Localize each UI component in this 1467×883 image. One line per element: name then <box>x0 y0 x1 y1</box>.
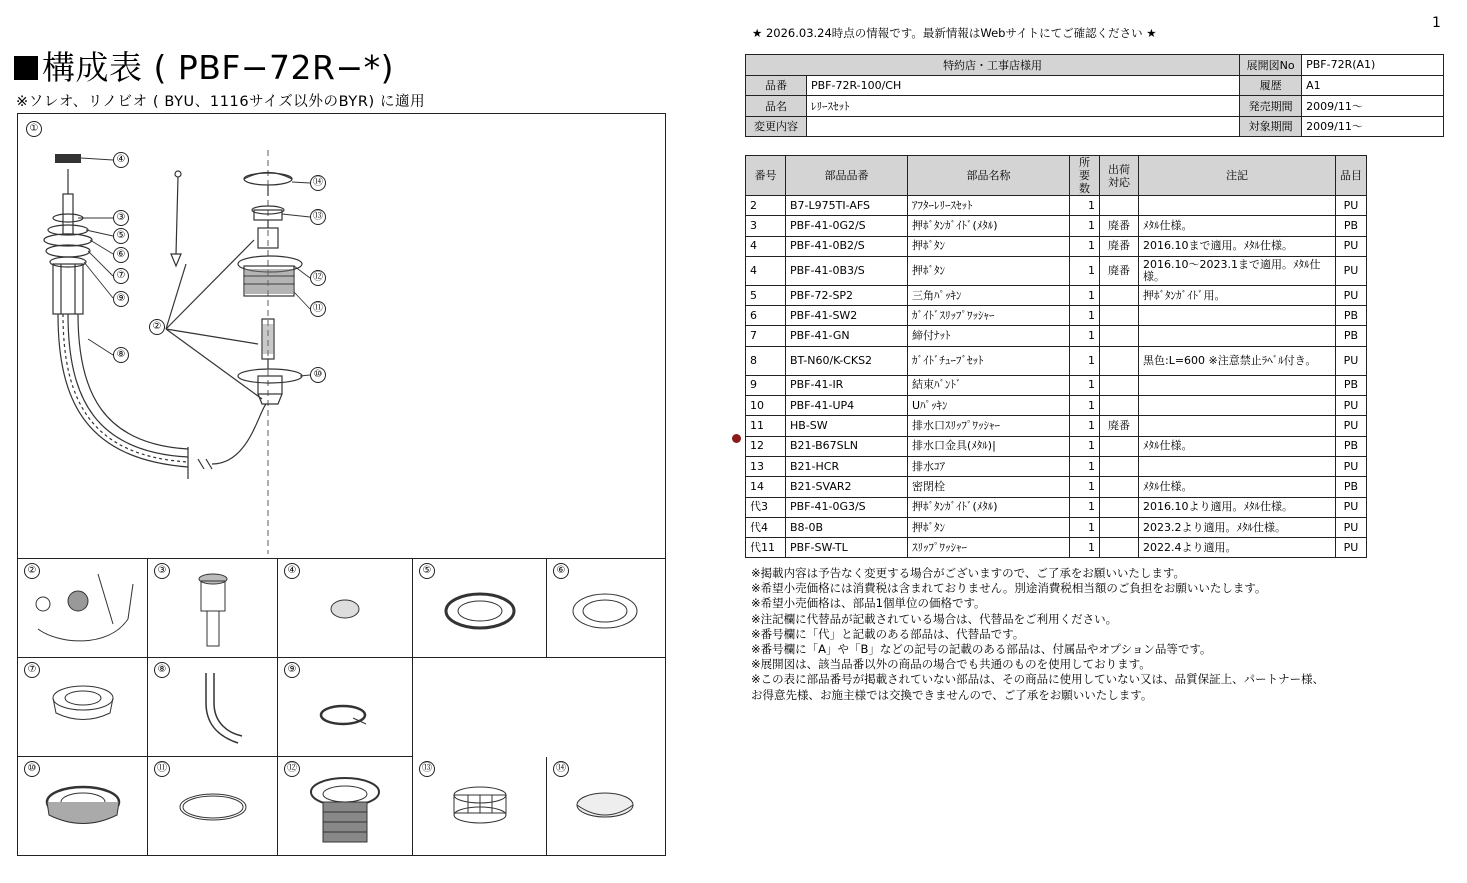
cell-category: PU <box>1336 346 1367 375</box>
cell-shipping <box>1100 436 1139 456</box>
exploded-drawing <box>17 113 666 559</box>
note-line: ※掲載内容は予告なく変更する場合がございますので、ご了承をお願いいたします。 <box>751 566 1185 580</box>
cell-qty: 1 <box>1070 416 1100 436</box>
cell-part-no: PBF-41-GN <box>786 326 908 346</box>
table-row <box>746 517 1367 537</box>
callout-9: ⑨ <box>113 291 129 307</box>
cell-shipping <box>1100 196 1139 216</box>
cell-qty: 1 <box>1070 236 1100 256</box>
parts-table-header <box>746 156 1367 196</box>
callout-14: ⑭ <box>310 175 326 191</box>
thumb-part-12: ⑫ <box>278 757 413 856</box>
cell-qty: 1 <box>1070 306 1100 326</box>
table-row <box>746 416 1367 436</box>
cell-note: ﾒﾀﾙ仕様。 <box>1139 436 1336 456</box>
col-shipping: 出荷対応 <box>1100 156 1139 196</box>
cell-category: PB <box>1336 326 1367 346</box>
page-number: 1 <box>1432 15 1441 31</box>
cell-part-name: 三角ﾊﾟｯｷﾝ <box>908 285 1070 305</box>
callout-2: ② <box>149 319 165 335</box>
cell-note <box>1139 326 1336 346</box>
cell-part-name: 締付ﾅｯﾄ <box>908 326 1070 346</box>
cell-number: 14 <box>746 477 786 497</box>
callout-3: ③ <box>113 210 129 226</box>
cell-part-no: HB-SW <box>786 416 908 436</box>
cell-number: 13 <box>746 456 786 476</box>
cell-shipping <box>1100 396 1139 416</box>
target-label: 対象期間 <box>1240 116 1302 137</box>
cell-number: 4 <box>746 256 786 285</box>
cell-qty: 1 <box>1070 517 1100 537</box>
cell-note <box>1139 456 1336 476</box>
note-line: お得意先様、お施主様では交換できませんので、ご了承をお願いいたします。 <box>751 687 1153 702</box>
callout-13: ⑬ <box>310 209 326 225</box>
cell-number: 7 <box>746 326 786 346</box>
thumb-part-3: ③ <box>148 559 278 658</box>
col-note: 注記 <box>1139 156 1336 196</box>
cell-number: 10 <box>746 396 786 416</box>
dealer-label: 特約店・工事店様用 <box>746 55 1240 76</box>
table-row <box>746 396 1367 416</box>
cell-category: PU <box>1336 497 1367 517</box>
cell-category: PU <box>1336 538 1367 558</box>
cell-note <box>1139 375 1336 395</box>
cell-qty: 1 <box>1070 326 1100 346</box>
thumb-part-6: ⑥ <box>547 559 666 658</box>
cell-qty: 1 <box>1070 216 1100 236</box>
cell-note: 2016.10〜2023.1まで適用。ﾒﾀﾙ仕様。 <box>1139 256 1336 285</box>
cell-part-name: Uﾊﾟｯｷﾝ <box>908 396 1070 416</box>
thumb-part-2: ② <box>18 559 148 658</box>
cell-note: 黒色:L=600 ※注意禁止ﾗﾍﾞﾙ付き。 <box>1139 346 1336 375</box>
cell-shipping: 廃番 <box>1100 236 1139 256</box>
cell-category: PU <box>1336 416 1367 436</box>
cell-number: 6 <box>746 306 786 326</box>
cell-number: 代3 <box>746 497 786 517</box>
cell-number: 11 <box>746 416 786 436</box>
cell-shipping <box>1100 375 1139 395</box>
cell-qty: 1 <box>1070 456 1100 476</box>
cell-qty: 1 <box>1070 196 1100 216</box>
cell-part-name: 押ﾎﾞﾀﾝ <box>908 256 1070 285</box>
cell-qty: 1 <box>1070 285 1100 305</box>
target-value: 2009/11〜 <box>1302 116 1444 137</box>
cell-note: 押ﾎﾞﾀﾝｶﾞｲﾄﾞ用。 <box>1139 285 1336 305</box>
name-value: ﾚﾘｰｽｾｯﾄ <box>806 96 1239 117</box>
table-row <box>746 256 1367 285</box>
callout-11: ⑪ <box>310 301 326 317</box>
cell-note: 2016.10まで適用。ﾒﾀﾙ仕様。 <box>1139 236 1336 256</box>
table-row <box>746 285 1367 305</box>
cell-shipping: 廃番 <box>1100 216 1139 236</box>
cell-part-no: PBF-SW-TL <box>786 538 908 558</box>
table-row <box>746 346 1367 375</box>
cell-note <box>1139 196 1336 216</box>
cell-part-name: 排水口ｽﾘｯﾌﾟﾜｯｼｬｰ <box>908 416 1070 436</box>
cell-part-no: PBF-41-0B3/S <box>786 256 908 285</box>
cell-part-no: BT-N60/K-CKS2 <box>786 346 908 375</box>
thumb-part-8: ⑧ <box>148 658 278 757</box>
cell-number: 8 <box>746 346 786 375</box>
info-notice: ★ 2026.03.24時点の情報です。最新情報はWebサイトにてご確認ください ★ <box>752 26 1157 40</box>
cell-shipping: 廃番 <box>1100 256 1139 285</box>
cell-part-name: ｱﾌﾀｰﾚﾘｰｽｾｯﾄ <box>908 196 1070 216</box>
cell-part-name: 押ﾎﾞﾀﾝｶﾞｲﾄﾞ(ﾒﾀﾙ) <box>908 497 1070 517</box>
cell-category: PU <box>1336 517 1367 537</box>
cell-number: 代11 <box>746 538 786 558</box>
table-row <box>746 456 1367 476</box>
cell-part-name: 結束ﾊﾞﾝﾄﾞ <box>908 375 1070 395</box>
button-part <box>55 154 81 163</box>
note-line: ※希望小売価格には消費税は含まれておりません。別途消費税相当額のご負担をお願いいたします。 <box>751 581 1267 596</box>
note-line: ※番号欄に「代」と記載のある部品は、代替品です。 <box>751 626 1025 641</box>
cell-category: PU <box>1336 396 1367 416</box>
change-label: 変更内容 <box>746 116 807 137</box>
cell-qty: 1 <box>1070 436 1100 456</box>
cell-category: PU <box>1336 285 1367 305</box>
history-value: A1 <box>1302 75 1444 96</box>
table-row <box>746 236 1367 256</box>
cell-category: PB <box>1336 375 1367 395</box>
cell-part-name: 押ﾎﾞﾀﾝ <box>908 517 1070 537</box>
release-label: 発売期間 <box>1240 96 1302 117</box>
col-part-no: 部品品番 <box>786 156 908 196</box>
note-line: ※この表に部品番号が掲載されていない部品は、その商品に使用していない又は、品質保証上、パートナー様、 <box>751 672 1325 687</box>
thumb-part-7: ⑦ <box>18 658 148 757</box>
history-label: 履歴 <box>1240 75 1302 96</box>
cell-note: 2022.4より適用。 <box>1139 538 1336 558</box>
cell-shipping <box>1100 477 1139 497</box>
product-header-table <box>745 54 1444 137</box>
thumb-part-5: ⑤ <box>413 559 547 658</box>
cell-number: 5 <box>746 285 786 305</box>
table-row <box>746 306 1367 326</box>
cell-number: 3 <box>746 216 786 236</box>
note-line: ※展開図は、該当品番以外の商品の場合でも共通のものを使用しております。 <box>751 657 1151 672</box>
callout-10: ⑩ <box>310 367 326 383</box>
page-subtitle: ※ソレオ、リノビオ ( BYU、1116サイズ以外のBYR) に適用 <box>16 94 426 110</box>
cell-part-no: PBF-41-0G2/S <box>786 216 908 236</box>
cell-part-name: 密閉栓 <box>908 477 1070 497</box>
cell-qty: 1 <box>1070 256 1100 285</box>
callout-5: ⑤ <box>113 228 129 244</box>
table-row <box>746 375 1367 395</box>
cell-number: 4 <box>746 236 786 256</box>
cell-shipping <box>1100 517 1139 537</box>
callout-12: ⑫ <box>310 270 326 286</box>
cell-category: PB <box>1336 216 1367 236</box>
table-row <box>746 538 1367 558</box>
thumb-part-13: ⑬ <box>413 757 547 856</box>
cell-part-no: B21-B67SLN <box>786 436 908 456</box>
cell-part-no: PBF-41-0B2/S <box>786 236 908 256</box>
cell-qty: 1 <box>1070 396 1100 416</box>
cell-shipping: 廃番 <box>1100 416 1139 436</box>
cell-qty: 1 <box>1070 346 1100 375</box>
cell-category: PB <box>1336 436 1367 456</box>
cell-category: PU <box>1336 256 1367 285</box>
cell-category: PU <box>1336 236 1367 256</box>
cell-number: 12 <box>746 436 786 456</box>
cell-part-no: PBF-41-SW2 <box>786 306 908 326</box>
cell-qty: 1 <box>1070 477 1100 497</box>
table-row <box>746 326 1367 346</box>
table-row <box>746 497 1367 517</box>
callout-4: ④ <box>113 152 129 168</box>
part-no-label: 品番 <box>746 75 807 96</box>
cell-number: 代4 <box>746 517 786 537</box>
thumb-part-9: ⑨ <box>278 658 413 757</box>
cell-note: ﾒﾀﾙ仕様。 <box>1139 216 1336 236</box>
parts-table <box>745 155 1367 558</box>
col-qty: 所要数 <box>1070 156 1100 196</box>
cell-shipping <box>1100 497 1139 517</box>
cell-note: ﾒﾀﾙ仕様。 <box>1139 477 1336 497</box>
cell-part-name: 押ﾎﾞﾀﾝｶﾞｲﾄﾞ(ﾒﾀﾙ) <box>908 216 1070 236</box>
callout-8: ⑧ <box>113 347 129 363</box>
note-line: ※番号欄に「A」や「B」などの記号の記載のある部品は、付属品やオプション品等です。 <box>751 642 1212 657</box>
name-label: 品名 <box>746 96 807 117</box>
cell-category: PU <box>1336 196 1367 216</box>
col-category: 品目 <box>1336 156 1367 196</box>
thumb-part-4: ④ <box>278 559 413 658</box>
note-line: ※希望小売価格は、部品1個単位の価格です。 <box>751 596 986 611</box>
cell-part-no: B21-SVAR2 <box>786 477 908 497</box>
table-row <box>746 196 1367 216</box>
change-value <box>806 116 1239 137</box>
cell-category: PU <box>1336 456 1367 476</box>
cell-note <box>1139 416 1336 436</box>
cell-number: 2 <box>746 196 786 216</box>
cell-part-no: PBF-41-IR <box>786 375 908 395</box>
cell-note: 2016.10より適用。ﾒﾀﾙ仕様。 <box>1139 497 1336 517</box>
table-row <box>746 436 1367 456</box>
cell-part-no: PBF-41-0G3/S <box>786 497 908 517</box>
main-assembly-label: ① <box>26 121 42 137</box>
cell-part-no: B21-HCR <box>786 456 908 476</box>
cell-part-name: ｶﾞｲﾄﾞｽﾘｯﾌﾟﾜｯｼｬｰ <box>908 306 1070 326</box>
cell-note: 2023.2より適用。ﾒﾀﾙ仕様。 <box>1139 517 1336 537</box>
cell-qty: 1 <box>1070 497 1100 517</box>
parts-table-body <box>746 196 1367 558</box>
cell-part-name: 排水口金具(ﾒﾀﾙ)| <box>908 436 1070 456</box>
cell-category: PB <box>1336 477 1367 497</box>
cell-shipping <box>1100 538 1139 558</box>
cell-part-no: PBF-41-UP4 <box>786 396 908 416</box>
cell-shipping <box>1100 285 1139 305</box>
cell-part-no: B7-L975TI-AFS <box>786 196 908 216</box>
table-row <box>746 477 1367 497</box>
cell-shipping <box>1100 346 1139 375</box>
cell-shipping <box>1100 306 1139 326</box>
thumb-part-10: ⑩ <box>18 757 148 856</box>
callout-6: ⑥ <box>113 247 129 263</box>
square-bullet-icon <box>14 56 38 80</box>
note-line: ※注記欄に代替品が記載されている場合は、代替品をご利用ください。 <box>751 611 1118 626</box>
callout-7: ⑦ <box>113 268 129 284</box>
drawing-no-value: PBF-72R(A1) <box>1302 55 1444 76</box>
cell-number: 9 <box>746 375 786 395</box>
cell-shipping <box>1100 326 1139 346</box>
cell-shipping <box>1100 456 1139 476</box>
table-row <box>746 216 1367 236</box>
cell-part-name: 押ﾎﾞﾀﾝ <box>908 236 1070 256</box>
row-marker-icon <box>732 434 741 443</box>
cell-qty: 1 <box>1070 375 1100 395</box>
cell-qty: 1 <box>1070 538 1100 558</box>
col-part-name: 部品名称 <box>908 156 1070 196</box>
cell-note <box>1139 396 1336 416</box>
cell-category: PB <box>1336 306 1367 326</box>
cell-part-name: ｶﾞｲﾄﾞﾁｭｰﾌﾞｾｯﾄ <box>908 346 1070 375</box>
page-title: 構成表 ( PBF−72R−*) <box>14 48 394 88</box>
exploded-drawing-svg <box>18 114 665 558</box>
col-number: 番号 <box>746 156 786 196</box>
release-value: 2009/11〜 <box>1302 96 1444 117</box>
cell-part-no: PBF-72-SP2 <box>786 285 908 305</box>
cell-part-no: B8-0B <box>786 517 908 537</box>
cell-part-name: 排水ｺｱ <box>908 456 1070 476</box>
cell-part-name: ｽﾘｯﾌﾟﾜｯｼｬｰ <box>908 538 1070 558</box>
parts-thumbnail-grid <box>17 559 666 856</box>
drawing-no-label: 展開図No <box>1240 55 1302 76</box>
cell-note <box>1139 306 1336 326</box>
thumb-part-14: ⑭ <box>547 757 666 856</box>
part-no-value: PBF-72R-100/CH <box>806 75 1239 96</box>
notes-section <box>751 566 1324 703</box>
thumb-part-11: ⑪ <box>148 757 278 856</box>
